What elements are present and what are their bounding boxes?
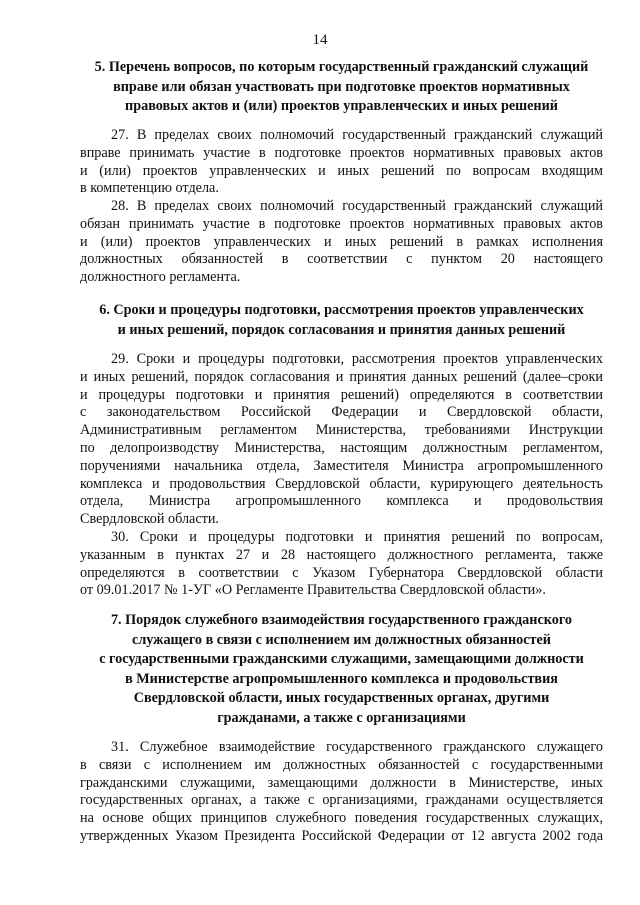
paragraph-31	[80, 739, 603, 846]
paragraph-line: поручениями начальника отдела, Заместителя Министра агропромышленного	[80, 457, 603, 474]
paragraph-29	[80, 351, 603, 529]
paragraph-line: гражданскими служащими, замещающими должности в Министерстве, иных	[80, 774, 603, 791]
paragraph-line: определяются в соответствии с Указом Губернатора Свердловской области	[80, 564, 603, 581]
paragraph-27	[80, 127, 603, 198]
paragraph-line: 31. Служебное взаимодействие государственного гражданского служащего	[111, 739, 603, 755]
heading-line: 7. Порядок служебного взаимодействия государственного гражданского	[110, 612, 573, 628]
paragraph-line: отдела, Министра агропромышленного комплекса и продовольствия	[80, 493, 603, 510]
paragraph-line: обязан принимать участие в подготовке проектов нормативных правовых актов	[80, 215, 603, 232]
paragraph-line: вправе принимать участие в подготовке проектов нормативных правовых актов	[80, 144, 603, 161]
heading-line: с государственными гражданскими служащими, замещающими должности	[99, 651, 584, 667]
section-6-heading	[80, 301, 603, 340]
paragraph-line: в связи с исполнением им должностных обязанностей с государственными	[80, 756, 603, 773]
paragraph-line: и (или) проектов управленческих и иных решений по вопросам входящим	[80, 162, 603, 179]
section-5-heading	[80, 58, 603, 117]
paragraph-line: 27. В пределах своих полномочий государственный гражданский служащий	[111, 127, 603, 143]
paragraph-30	[80, 529, 603, 600]
paragraph-line: Административным регламентом Министерства, требованиями Инструкции	[80, 422, 603, 439]
heading-line: гражданами, а также с организациями	[217, 709, 466, 726]
paragraph-line: в компетенцию отдела.	[80, 180, 219, 197]
heading-line: Свердловской области, иных государственных органах, другими	[133, 690, 550, 706]
heading-line: правовых актов и (или) проектов управленческих и иных решений	[125, 98, 558, 114]
heading-line: 6. Сроки и процедуры подготовки, рассмотрения проектов управленческих	[99, 302, 584, 318]
paragraph-line: с законодательством Российской Федерации и Свердловской области,	[80, 404, 603, 421]
paragraph-line: государственных органах, а также с организациями, гражданами осуществляется	[80, 792, 603, 809]
paragraph-line: утвержденных Указом Президента Российской Федерации от 12 августа 2002 года	[80, 827, 603, 844]
paragraph-line: и (или) проектов управленческих и иных решений в рамках исполнения	[80, 233, 603, 250]
heading-line: 5. Перечень вопросов, по которым государственный гражданский служащий	[94, 59, 589, 75]
paragraph-line: должностного регламента.	[80, 269, 241, 286]
paragraph-28	[80, 198, 603, 287]
paragraph-line: на основе общих принципов служебного поведения государственных служащих,	[80, 810, 603, 827]
paragraph-line: должностных обязанностей в соответствии с пунктом 20 настоящего	[80, 251, 603, 268]
paragraph-line: по делопроизводству Министерства, настоящим должностным регламентом,	[80, 439, 603, 456]
heading-line: в Министерстве агропромышленного комплекса и продовольствия	[125, 670, 558, 687]
paragraph-line: 29. Сроки и процедуры подготовки, рассмотрения проектов управленческих	[111, 351, 603, 367]
paragraph-line: Свердловской области.	[80, 511, 219, 528]
paragraph-line: комплекса и продовольствия Свердловской области, курирующего деятельность	[80, 475, 603, 492]
page-number: 14	[312, 32, 328, 48]
heading-line: служащего в связи с исполнением им должностных обязанностей	[132, 631, 551, 648]
paragraph-line: и процедуры подготовки и принятия решений) определяются в соответствии	[80, 386, 603, 403]
paragraph-line: указанным в пунктах 27 и 28 настоящего должностного регламента, также	[80, 546, 603, 563]
paragraph-line: и иных решений, порядок согласования и принятия данных решений (далее–сроки	[80, 368, 603, 385]
heading-line: вправе или обязан участвовать при подготовке проектов нормативных	[113, 78, 570, 95]
paragraph-line: от 09.01.2017 № 1-УГ «О Регламенте Правительства Свердловской области».	[80, 582, 546, 599]
paragraph-line: 28. В пределах своих полномочий государственный гражданский служащий	[111, 198, 603, 214]
section-7-heading	[80, 611, 603, 728]
paragraph-line: 30. Сроки и процедуры подготовки и принятия решений по вопросам,	[111, 529, 603, 545]
heading-line: и иных решений, порядок согласования и принятия данных решений	[117, 321, 566, 338]
